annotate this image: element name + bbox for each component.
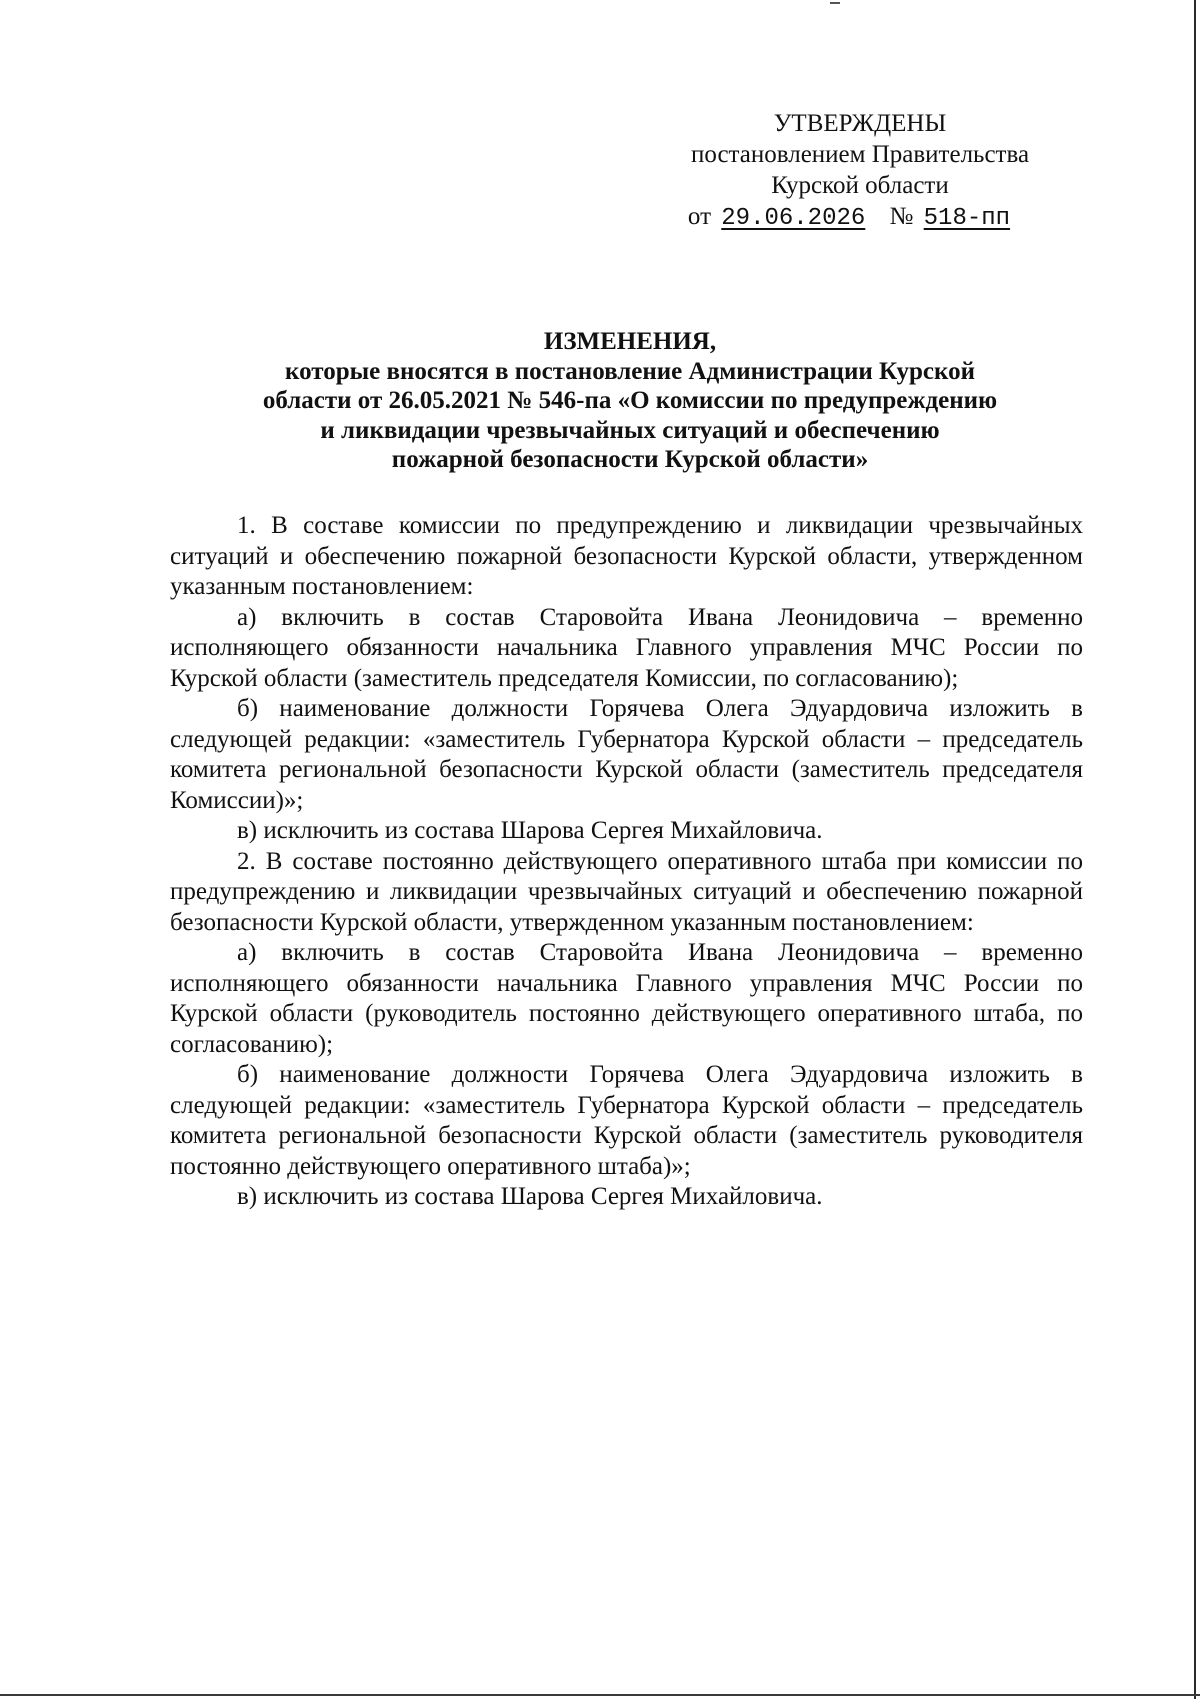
title-subtitle-line: пожарной безопасности Курской области»: [391, 446, 869, 473]
approval-line-region: Курской области: [771, 172, 949, 199]
scan-edge-right: [1194, 0, 1196, 1699]
paragraph-1: 1. В составе комиссии по предупреждению и ликвидации чрезвычайных ситуаций и обеспечению пожарной безопасности Курской области, утвержденном указанным постановлением:: [170, 512, 1083, 600]
document-body: [170, 511, 1083, 1213]
date-prefix: от: [687, 203, 712, 230]
title-heading: ИЗМЕНЕНИЯ,: [543, 328, 717, 355]
paragraph-2b: б) наименование должности Горячева Олега Эдуардовича изложить в следующей редакции: «заместитель Губернатора Курской области – председатель комитета региональной безопасности Курской области (заместитель руководителя постоянно действующего оперативного штаба)»;: [170, 1061, 1083, 1180]
paragraph-1a: а) включить в состав Старовойта Ивана Леонидовича – временно исполняющего обязанности начальника Главного управления МЧС России по Курской области (заместитель председателя Комиссии, по согласованию);: [170, 603, 1083, 692]
document-title: [180, 327, 1080, 475]
paragraph-1b: б) наименование должности Горячева Олега Эдуардовича изложить в следующей редакции: «заместитель Губернатора Курской области – председатель комитета региональной безопасности Курской области (заместитель председателя Комиссии)»;: [170, 695, 1083, 814]
title-subtitle-line: области от 26.05.2021 № 546-па «О комиссии по предупреждению: [262, 387, 998, 414]
paragraph-1c: в) исключить из состава Шарова Сергея Михайловича.: [237, 817, 823, 844]
paragraph-2c: в) исключить из состава Шарова Сергея Михайловича.: [237, 1183, 823, 1210]
approval-line-approved: УТВЕРЖДЕНЫ: [773, 110, 947, 137]
resolution-number: 518-пп: [923, 205, 1011, 232]
title-subtitle-line: которые вносятся в постановление Администрации Курской: [285, 357, 975, 385]
scan-artifact: [830, 2, 840, 4]
paragraph-2: 2. В составе постоянно действующего оперативного штаба при комиссии по предупреждению и ликвидации чрезвычайных ситуаций и обеспечению пожарной безопасности Курской области, утвержденном указанным постановлением:: [170, 847, 1083, 936]
title-subtitle-line: и ликвидации чрезвычайных ситуаций и обеспечению: [320, 416, 940, 444]
resolution-date: 29.06.2026: [721, 205, 866, 232]
approval-stamp-block: [640, 108, 1080, 234]
scan-edge-bottom: [0, 1694, 1200, 1696]
approval-date-number-row: [640, 201, 1080, 234]
paragraph-2a: а) включить в состав Старовойта Ивана Леонидовича – временно исполняющего обязанности начальника Главного управления МЧС России по Курской области (руководитель постоянно действующего оперативного штаба, по согласованию);: [170, 939, 1083, 1058]
number-prefix: №: [889, 203, 914, 230]
approval-line-resolution: постановлением Правительства: [690, 141, 1030, 168]
